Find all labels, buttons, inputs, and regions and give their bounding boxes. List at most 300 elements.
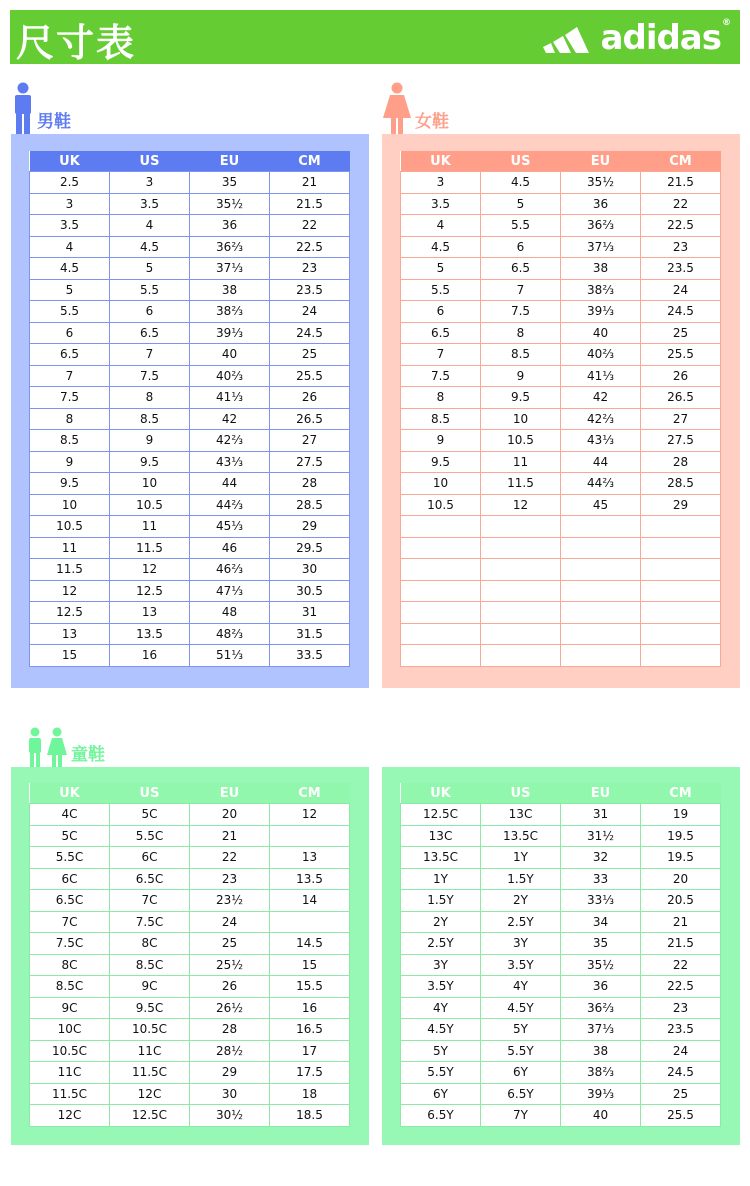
cell-us: 7C [110,890,190,912]
cell-eu: 45 [561,494,641,516]
cell-cm: 22.5 [641,215,721,237]
table-row [401,279,721,301]
registered-mark: ® [722,18,730,28]
kids-size-table-left [29,783,350,1127]
cell-uk: 7.5 [30,387,110,409]
cell-eu: 39⅓ [561,301,641,323]
cell-uk: 6 [401,301,481,323]
cell-uk: 7.5 [401,365,481,387]
cell-uk: 8.5 [401,408,481,430]
table-row [30,430,350,452]
men-section-label [12,82,71,134]
cell-cm [270,911,350,933]
table-row [401,451,721,473]
cell-eu: 38⅔ [561,279,641,301]
cell-uk: 8 [30,408,110,430]
cell-eu: 40 [561,1105,641,1127]
cell-eu: 24 [190,911,270,933]
table-row [30,1105,350,1127]
cell-uk: 9 [30,451,110,473]
cell-cm: 24 [641,1040,721,1062]
cell-cm: 24 [270,301,350,323]
cell-cm: 19 [641,804,721,826]
table-row [401,976,721,998]
cell-uk: 7 [401,344,481,366]
cell-cm: 23 [641,236,721,258]
cell-uk: 6.5Y [401,1105,481,1127]
column-header-eu: EU [190,151,270,172]
table-row [401,1040,721,1062]
cell-eu: 40 [190,344,270,366]
cell-cm: 28 [270,473,350,495]
cell-us [481,559,561,581]
table-row [30,1019,350,1041]
cell-eu: 40⅔ [190,365,270,387]
cell-uk: 9C [30,997,110,1019]
cell-uk: 2Y [401,911,481,933]
column-header-uk: UK [30,783,110,804]
cell-us: 7 [110,344,190,366]
cell-us: 8 [481,322,561,344]
cell-eu: 36⅔ [561,215,641,237]
cell-uk: 4.5 [401,236,481,258]
cell-uk: 5.5 [401,279,481,301]
woman-figure-icon [382,82,412,134]
cell-uk: 11 [30,537,110,559]
cell-eu: 29 [190,1062,270,1084]
cell-eu: 42 [561,387,641,409]
cell-eu: 43⅓ [190,451,270,473]
cell-us: 11C [110,1040,190,1062]
cell-us: 5 [110,258,190,280]
men-size-table [29,151,350,667]
cell-eu: 36 [561,976,641,998]
cell-eu: 33 [561,868,641,890]
cell-eu: 38 [561,1040,641,1062]
cell-us [481,623,561,645]
cell-cm: 21.5 [641,933,721,955]
cell-cm: 20 [641,868,721,890]
cell-uk: 3 [30,193,110,215]
cell-uk: 8.5C [30,976,110,998]
cell-uk: 3Y [401,954,481,976]
cell-us [481,580,561,602]
women-section-label [382,82,449,134]
cell-eu: 40⅔ [561,344,641,366]
man-figure-icon [12,82,34,134]
cell-cm: 23 [641,997,721,1019]
cell-uk: 7 [30,365,110,387]
column-header-us: US [481,151,561,172]
cell-us: 7.5C [110,911,190,933]
table-row [30,301,350,323]
cell-eu: 35½ [190,193,270,215]
cell-cm: 28.5 [270,494,350,516]
cell-eu: 38 [561,258,641,280]
cell-cm: 17 [270,1040,350,1062]
cell-us: 13 [110,602,190,624]
column-header-cm: CM [641,151,721,172]
cell-cm [641,580,721,602]
cell-eu: 41⅓ [561,365,641,387]
children-figures-icon [24,727,68,767]
cell-uk: 13C [401,825,481,847]
table-row [401,623,721,645]
cell-eu: 47⅓ [190,580,270,602]
table-row [30,580,350,602]
cell-uk: 5C [30,825,110,847]
table-row [401,494,721,516]
cell-cm: 16 [270,997,350,1019]
cell-cm [641,623,721,645]
cell-cm: 31 [270,602,350,624]
cell-eu: 43⅓ [561,430,641,452]
cell-us: 4.5Y [481,997,561,1019]
column-header-us: US [481,783,561,804]
cell-cm [641,537,721,559]
column-header-cm: CM [270,151,350,172]
cell-uk [401,537,481,559]
table-row [401,215,721,237]
table-row [30,804,350,826]
cell-uk: 2.5 [30,172,110,194]
table-row [30,387,350,409]
cell-us: 5.5 [110,279,190,301]
cell-uk: 15 [30,645,110,667]
cell-uk: 3.5 [401,193,481,215]
cell-uk: 12C [30,1105,110,1127]
table-row [401,537,721,559]
cell-cm: 18 [270,1083,350,1105]
table-row [401,933,721,955]
cell-uk [401,645,481,667]
table-row [30,537,350,559]
table-row [401,825,721,847]
cell-eu: 31½ [561,825,641,847]
cell-eu: 36 [561,193,641,215]
table-row [401,847,721,869]
table-row [401,559,721,581]
column-header-eu: EU [561,151,641,172]
table-row [30,172,350,194]
table-row [401,344,721,366]
table-row [401,193,721,215]
column-header-cm: CM [270,783,350,804]
table-row [401,890,721,912]
brand-logo [543,18,730,58]
table-header-row [30,783,350,804]
header-banner [10,10,740,64]
cell-uk: 5Y [401,1040,481,1062]
cell-us: 9.5C [110,997,190,1019]
table-row [401,1105,721,1127]
cell-cm: 27 [641,408,721,430]
men-section-title: 男鞋 [37,112,71,132]
table-row [30,473,350,495]
cell-uk: 10.5 [401,494,481,516]
cell-eu: 39⅓ [561,1083,641,1105]
cell-eu: 40 [561,322,641,344]
cell-us: 16 [110,645,190,667]
table-row [30,1062,350,1084]
cell-cm: 27.5 [270,451,350,473]
cell-uk: 9.5 [30,473,110,495]
cell-uk: 4C [30,804,110,826]
cell-cm: 14.5 [270,933,350,955]
cell-cm: 30 [270,559,350,581]
cell-us: 5Y [481,1019,561,1041]
cell-cm: 26 [270,387,350,409]
cell-cm: 16.5 [270,1019,350,1041]
cell-us: 12C [110,1083,190,1105]
table-header-row [30,151,350,172]
cell-eu: 42⅔ [190,430,270,452]
cell-uk: 10 [401,473,481,495]
cell-uk: 4Y [401,997,481,1019]
cell-us: 12.5 [110,580,190,602]
table-row [401,1062,721,1084]
cell-uk: 5 [30,279,110,301]
cell-cm: 13 [270,847,350,869]
cell-cm: 21 [641,911,721,933]
cell-uk: 3.5Y [401,976,481,998]
cell-us: 5.5Y [481,1040,561,1062]
cell-us: 4.5 [110,236,190,258]
table-row [30,645,350,667]
cell-eu: 44⅔ [190,494,270,516]
cell-us: 10.5 [481,430,561,452]
cell-us: 10.5 [110,494,190,516]
cell-uk: 5 [401,258,481,280]
cell-cm: 21 [270,172,350,194]
cell-eu: 23½ [190,890,270,912]
cell-uk: 10.5C [30,1040,110,1062]
table-row [401,236,721,258]
cell-eu: 38⅔ [561,1062,641,1084]
cell-eu: 46⅔ [190,559,270,581]
cell-eu: 36 [190,215,270,237]
cell-eu: 31 [561,804,641,826]
table-row [30,933,350,955]
cell-us: 6.5 [481,258,561,280]
cell-cm: 23.5 [641,258,721,280]
table-row [30,911,350,933]
cell-eu: 26½ [190,997,270,1019]
cell-us: 8.5C [110,954,190,976]
cell-cm: 17.5 [270,1062,350,1084]
cell-eu: 23 [190,868,270,890]
cell-cm: 29.5 [270,537,350,559]
cell-cm [641,645,721,667]
cell-us: 7.5 [481,301,561,323]
cell-us: 3.5Y [481,954,561,976]
table-row [30,215,350,237]
table-row [30,516,350,538]
cell-uk: 2.5Y [401,933,481,955]
table-row [30,868,350,890]
table-row [30,365,350,387]
cell-uk: 13 [30,623,110,645]
column-header-uk: UK [30,151,110,172]
cell-cm: 24 [641,279,721,301]
cell-eu: 36⅔ [190,236,270,258]
cell-cm: 22 [270,215,350,237]
kids-size-table-right [400,783,721,1127]
cell-us [481,645,561,667]
cell-eu: 45⅓ [190,516,270,538]
table-row [30,559,350,581]
table-row [30,954,350,976]
cell-eu: 35½ [561,954,641,976]
women-size-table [400,151,721,667]
table-row [30,344,350,366]
table-row [30,236,350,258]
cell-eu [561,516,641,538]
cell-us: 5.5C [110,825,190,847]
cell-uk: 8C [30,954,110,976]
cell-uk [401,559,481,581]
table-row [401,473,721,495]
cell-us: 11.5 [110,537,190,559]
cell-uk: 4 [401,215,481,237]
table-row [30,976,350,998]
cell-cm: 22.5 [641,976,721,998]
table-row [401,1083,721,1105]
cell-us: 6 [110,301,190,323]
cell-uk: 7C [30,911,110,933]
table-row [30,997,350,1019]
cell-uk: 4.5Y [401,1019,481,1041]
cell-eu: 30 [190,1083,270,1105]
cell-us [481,537,561,559]
cell-uk: 5.5Y [401,1062,481,1084]
cell-eu: 39⅓ [190,322,270,344]
cell-eu: 48⅔ [190,623,270,645]
cell-cm: 26.5 [270,408,350,430]
cell-uk: 5.5C [30,847,110,869]
cell-us: 9.5 [110,451,190,473]
cell-us: 13.5 [110,623,190,645]
cell-uk: 6.5C [30,890,110,912]
cell-uk: 6.5 [401,322,481,344]
cell-cm: 14 [270,890,350,912]
cell-uk: 6C [30,868,110,890]
cell-eu [561,580,641,602]
cell-us: 12 [481,494,561,516]
cell-cm: 24.5 [641,301,721,323]
cell-cm: 29 [270,516,350,538]
cell-us: 4Y [481,976,561,998]
cell-cm [641,559,721,581]
column-header-us: US [110,151,190,172]
cell-us: 8 [110,387,190,409]
cell-eu: 46 [190,537,270,559]
cell-eu: 44 [561,451,641,473]
table-row [401,580,721,602]
table-header-row [401,151,721,172]
table-row [30,847,350,869]
cell-us: 10.5C [110,1019,190,1041]
cell-us: 11 [110,516,190,538]
table-row [30,1040,350,1062]
cell-eu: 25½ [190,954,270,976]
cell-cm: 21.5 [270,193,350,215]
cell-cm: 27 [270,430,350,452]
cell-uk: 10.5 [30,516,110,538]
cell-us: 6.5Y [481,1083,561,1105]
cell-us: 8.5 [481,344,561,366]
cell-cm: 25 [641,322,721,344]
cell-us: 6 [481,236,561,258]
cell-us: 1Y [481,847,561,869]
cell-uk [401,516,481,538]
cell-eu: 37⅓ [190,258,270,280]
cell-cm: 30.5 [270,580,350,602]
women-section-title: 女鞋 [415,112,449,132]
cell-uk [401,602,481,624]
cell-eu: 35½ [561,172,641,194]
cell-cm: 13.5 [270,868,350,890]
cell-us: 6.5 [110,322,190,344]
column-header-eu: EU [561,783,641,804]
table-row [401,322,721,344]
cell-uk [401,623,481,645]
cell-eu: 28½ [190,1040,270,1062]
cell-cm: 28 [641,451,721,473]
cell-eu [561,602,641,624]
cell-cm: 25 [270,344,350,366]
cell-uk: 8 [401,387,481,409]
cell-us: 13C [481,804,561,826]
cell-cm: 22 [641,193,721,215]
cell-us: 7Y [481,1105,561,1127]
table-row [401,602,721,624]
column-header-eu: EU [190,783,270,804]
table-header-row [401,783,721,804]
table-row [401,301,721,323]
cell-cm: 15 [270,954,350,976]
cell-eu: 22 [190,847,270,869]
cell-us: 9C [110,976,190,998]
cell-us: 9 [110,430,190,452]
cell-us: 5.5 [481,215,561,237]
cell-us: 3Y [481,933,561,955]
cell-cm: 29 [641,494,721,516]
cell-us: 8C [110,933,190,955]
cell-eu: 41⅓ [190,387,270,409]
cell-uk: 1.5Y [401,890,481,912]
cell-eu: 30½ [190,1105,270,1127]
table-row [401,1019,721,1041]
cell-us: 12 [110,559,190,581]
table-row [30,279,350,301]
table-row [401,408,721,430]
cell-us: 5 [481,193,561,215]
cell-cm: 20.5 [641,890,721,912]
cell-uk: 11.5 [30,559,110,581]
cell-eu: 35 [561,933,641,955]
cell-cm: 27.5 [641,430,721,452]
cell-cm [641,516,721,538]
cell-us: 2Y [481,890,561,912]
table-row [401,365,721,387]
cell-us: 3 [110,172,190,194]
cell-uk: 3 [401,172,481,194]
table-row [30,451,350,473]
cell-cm: 24.5 [641,1062,721,1084]
cell-us: 2.5Y [481,911,561,933]
cell-us: 4.5 [481,172,561,194]
